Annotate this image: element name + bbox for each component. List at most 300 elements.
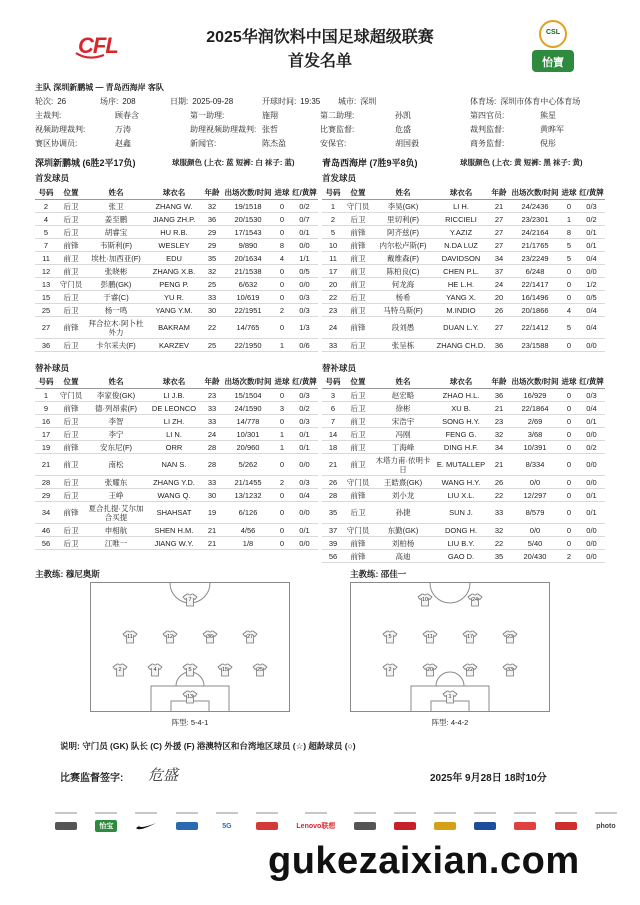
sponsor-mark bbox=[555, 822, 577, 830]
jersey-name: WANG Q. bbox=[147, 489, 201, 502]
official-role-label: 第一助理: bbox=[190, 111, 225, 120]
appearances-minutes: 23/1588 bbox=[510, 339, 560, 352]
player-shirt-icon bbox=[422, 663, 438, 677]
position: 后卫 bbox=[344, 402, 372, 415]
player-name: 拜合拉木·阿卜杜外力 bbox=[85, 317, 147, 339]
player-shirt-icon bbox=[162, 630, 178, 644]
position: 前卫 bbox=[344, 415, 372, 428]
official-role-label: 助理视频助理裁判: bbox=[190, 125, 257, 134]
jersey-name: LI ZH. bbox=[147, 415, 201, 428]
player-shirt-icon bbox=[112, 663, 128, 677]
red-yellow-cards: 0/3 bbox=[291, 304, 318, 317]
shirt-number: 33 bbox=[322, 339, 344, 352]
goals: 0 bbox=[273, 389, 291, 402]
age: 27 bbox=[488, 213, 510, 226]
away-subs-table bbox=[322, 375, 605, 563]
red-yellow-cards: 0/0 bbox=[291, 537, 318, 550]
position: 前锋 bbox=[344, 239, 372, 252]
player-shirt-icon bbox=[462, 630, 478, 644]
shirt-number-label: 22 bbox=[466, 667, 474, 673]
red-yellow-cards: 0/4 bbox=[578, 317, 605, 339]
shirt-number: 19 bbox=[35, 441, 57, 454]
player-name: 刘柏杨 bbox=[372, 537, 434, 550]
sponsor-caption-line bbox=[305, 812, 327, 814]
age: 23 bbox=[488, 415, 510, 428]
red-yellow-cards: 0/0 bbox=[578, 454, 605, 476]
shirt-number: 11 bbox=[322, 252, 344, 265]
jersey-name: JIANG ZH.P. bbox=[147, 213, 201, 226]
jersey-name: YU R. bbox=[147, 291, 201, 304]
sponsor-caption-line bbox=[434, 812, 456, 814]
player-row bbox=[35, 278, 318, 291]
match-info-label: 开球时间: bbox=[262, 97, 297, 106]
player-name: 张呈栋 bbox=[372, 339, 434, 352]
position: 后卫 bbox=[57, 415, 85, 428]
shirt-number: 7 bbox=[35, 239, 57, 252]
player-shirt-icon bbox=[252, 663, 268, 677]
sponsor-caption-line bbox=[176, 812, 198, 814]
player-name: 申相航 bbox=[85, 524, 147, 537]
jersey-name: XU B. bbox=[434, 402, 488, 415]
appearances-minutes: 20/430 bbox=[510, 550, 560, 563]
shirt-number: 15 bbox=[35, 291, 57, 304]
appearances-minutes: 16/929 bbox=[510, 389, 560, 402]
player-name: 卡尔采夫(F) bbox=[85, 339, 147, 352]
position: 前卫 bbox=[344, 441, 372, 454]
position: 前卫 bbox=[57, 252, 85, 265]
appearances-minutes: 6/126 bbox=[223, 502, 273, 524]
position: 后卫 bbox=[57, 476, 85, 489]
position: 前锋 bbox=[57, 441, 85, 454]
legend-note: 说明: 守门员 (GK) 队长 (C) 外援 (F) 港澳特区和台湾地区球员 (☆) 超龄球员 (○) bbox=[60, 741, 356, 751]
goals: 1 bbox=[273, 441, 291, 454]
col-header-jersey-name: 球衣名 bbox=[434, 186, 488, 200]
home-subs-table bbox=[35, 375, 318, 550]
player-name: 彭鹏(GK) bbox=[85, 278, 147, 291]
position: 后卫 bbox=[344, 428, 372, 441]
page-title: 2025华润饮料中国足球超级联赛 bbox=[206, 29, 434, 46]
red-yellow-cards: 0/0 bbox=[578, 265, 605, 278]
player-row bbox=[322, 339, 605, 352]
shirt-number: 28 bbox=[35, 476, 57, 489]
jersey-name: SHEN H.M. bbox=[147, 524, 201, 537]
sponsor-caption-line bbox=[95, 812, 117, 814]
player-row bbox=[35, 428, 318, 441]
jersey-name: N.DA LUZ bbox=[434, 239, 488, 252]
player-row bbox=[35, 265, 318, 278]
appearances-minutes: 22/1864 bbox=[510, 402, 560, 415]
shirt-number-label: 2 bbox=[118, 667, 122, 673]
official-role-label: 主裁判: bbox=[35, 111, 62, 120]
shirt-number: 34 bbox=[35, 502, 57, 524]
home-formation-label: 阵型: 5-4-1 bbox=[171, 718, 209, 727]
goals: 0 bbox=[273, 454, 291, 476]
age: 22 bbox=[201, 317, 223, 339]
goals: 0 bbox=[273, 524, 291, 537]
red-yellow-cards: 0/4 bbox=[291, 489, 318, 502]
jersey-name: WESLEY bbox=[147, 239, 201, 252]
official-role-label: 赛区协调员: bbox=[35, 139, 78, 148]
jersey-name: SUN J. bbox=[434, 502, 488, 524]
age: 36 bbox=[488, 389, 510, 402]
goals: 0 bbox=[273, 213, 291, 226]
cr-beverage-logo bbox=[55, 820, 77, 832]
player-row bbox=[35, 389, 318, 402]
position: 后卫 bbox=[57, 226, 85, 239]
col-header-player-name: 姓名 bbox=[85, 186, 147, 200]
shirt-number-label: 25 bbox=[256, 667, 264, 673]
shirt-number-label: 7 bbox=[188, 597, 192, 603]
match-info-label: 体育场: bbox=[470, 97, 497, 106]
player-row bbox=[322, 278, 605, 291]
shirt-number: 4 bbox=[35, 213, 57, 226]
goals: 0 bbox=[273, 502, 291, 524]
shirt-number-label: 5 bbox=[388, 634, 392, 640]
col-header-appearances-minutes: 出场次数/时间 bbox=[223, 375, 273, 389]
col-header-position: 位置 bbox=[344, 375, 372, 389]
official-role-label: 第四官员: bbox=[470, 111, 505, 120]
5g-logo: 5G bbox=[222, 822, 232, 830]
sponsor-item bbox=[256, 812, 278, 832]
appearances-minutes: 10/301 bbox=[223, 428, 273, 441]
player-name: 马特乌斯(F) bbox=[372, 304, 434, 317]
position: 前卫 bbox=[57, 265, 85, 278]
goals: 1 bbox=[273, 339, 291, 352]
sponsor-logo-blue bbox=[474, 820, 496, 832]
sponsor-item bbox=[555, 812, 577, 832]
player-shirt-icon bbox=[147, 663, 163, 677]
player-row bbox=[322, 200, 605, 213]
age: 27 bbox=[488, 317, 510, 339]
match-info-item bbox=[262, 96, 320, 107]
red-yellow-cards: 1/2 bbox=[578, 278, 605, 291]
sponsor-item bbox=[55, 812, 77, 832]
red-yellow-cards: 0/1 bbox=[578, 226, 605, 239]
red-yellow-cards: 0/0 bbox=[578, 476, 605, 489]
goals: 0 bbox=[560, 291, 578, 304]
match-info-value: 2025-09-28 bbox=[192, 97, 234, 106]
player-row bbox=[322, 537, 605, 550]
red-yellow-cards: 0/2 bbox=[578, 213, 605, 226]
age: 20 bbox=[488, 291, 510, 304]
sponsor-item bbox=[514, 812, 536, 832]
home-kit-colors: 球服颜色 (上衣: 蓝 短裤: 白 袜子: 蓝) bbox=[172, 158, 295, 167]
player-name: 陈柏良(C) bbox=[372, 265, 434, 278]
age: 34 bbox=[488, 252, 510, 265]
appearances-minutes: 21/1765 bbox=[510, 239, 560, 252]
appearances-minutes: 12/297 bbox=[510, 489, 560, 502]
match-info-value: 26 bbox=[57, 97, 67, 106]
shirt-number: 36 bbox=[35, 339, 57, 352]
position: 后卫 bbox=[57, 200, 85, 213]
age: 28 bbox=[201, 441, 223, 454]
shirt-number: 17 bbox=[322, 265, 344, 278]
player-shirt-icon bbox=[422, 630, 438, 644]
col-header-shirt-number: 号码 bbox=[35, 186, 57, 200]
shirt-number: 21 bbox=[322, 454, 344, 476]
sponsor-caption-line bbox=[216, 812, 238, 814]
jersey-name: M.INDIO bbox=[434, 304, 488, 317]
col-header-age: 年龄 bbox=[488, 375, 510, 389]
goals: 2 bbox=[273, 476, 291, 489]
col-header-red-yellow-cards: 红/黄牌 bbox=[578, 375, 605, 389]
col-header-goals: 进球 bbox=[560, 375, 578, 389]
player-row bbox=[322, 524, 605, 537]
jersey-name: LI H. bbox=[434, 200, 488, 213]
match-info-item bbox=[170, 96, 233, 107]
age: 26 bbox=[488, 476, 510, 489]
red-yellow-cards: 0/0 bbox=[578, 537, 605, 550]
red-yellow-cards: 0/0 bbox=[291, 278, 318, 291]
player-name: 江唯一 bbox=[85, 537, 147, 550]
appearances-minutes: 24/2436 bbox=[510, 200, 560, 213]
sponsor-mark bbox=[256, 822, 278, 830]
shirt-number-label: 4 bbox=[153, 667, 157, 673]
sponsor-logo-red bbox=[394, 820, 416, 832]
jersey-name: DONG H. bbox=[434, 524, 488, 537]
goals: 0 bbox=[560, 441, 578, 454]
shirt-number: 23 bbox=[322, 304, 344, 317]
jersey-name: SHAHSAT bbox=[147, 502, 201, 524]
age: 28 bbox=[201, 454, 223, 476]
position: 前卫 bbox=[57, 454, 85, 476]
player-name: 冯刚 bbox=[372, 428, 434, 441]
appearances-minutes: 5/262 bbox=[223, 454, 273, 476]
match-info-label: 轮次: bbox=[35, 97, 54, 106]
position: 后卫 bbox=[57, 537, 85, 550]
official-name: 陈杰盈 bbox=[262, 139, 286, 148]
sponsor-logo-dark bbox=[354, 820, 376, 832]
player-name: 张耀东 bbox=[85, 476, 147, 489]
player-name: 内尔松卢斯(F) bbox=[372, 239, 434, 252]
player-shirt-icon bbox=[122, 630, 138, 644]
sponsor-caption-line bbox=[555, 812, 577, 814]
age: 22 bbox=[488, 537, 510, 550]
away-subs-heading: 替补球员 bbox=[322, 363, 357, 373]
away-team-record: 青岛西海岸 (7胜9平8负) bbox=[322, 158, 418, 168]
goals: 0 bbox=[560, 389, 578, 402]
away-formation-pitch bbox=[350, 582, 550, 712]
age: 27 bbox=[488, 226, 510, 239]
shirt-number: 24 bbox=[322, 317, 344, 339]
jersey-name: ZHANG Y.D. bbox=[147, 476, 201, 489]
goals: 3 bbox=[273, 402, 291, 415]
red-yellow-cards: 0/3 bbox=[291, 389, 318, 402]
signature-label: 比赛监督签字: bbox=[60, 773, 124, 784]
player-name: 张晓彬 bbox=[85, 265, 147, 278]
player-row bbox=[322, 550, 605, 563]
home-team-record: 深圳新鹏城 (6胜2平17负) bbox=[35, 158, 136, 168]
player-row bbox=[35, 252, 318, 265]
col-header-shirt-number: 号码 bbox=[322, 375, 344, 389]
age: 21 bbox=[201, 537, 223, 550]
player-shirt-icon bbox=[502, 663, 518, 677]
red-yellow-cards: 0/3 bbox=[578, 200, 605, 213]
appearances-minutes: 22/1417 bbox=[510, 278, 560, 291]
shirt-number: 2 bbox=[322, 213, 344, 226]
shirt-number: 25 bbox=[35, 304, 57, 317]
player-name: 夏合扎提·艾尔加合买提 bbox=[85, 502, 147, 524]
appearances-minutes: 22/1412 bbox=[510, 317, 560, 339]
sponsor-item bbox=[354, 812, 376, 832]
shirt-number: 12 bbox=[35, 265, 57, 278]
shirt-number: 56 bbox=[35, 537, 57, 550]
home-starters-table bbox=[35, 186, 318, 352]
yibao-logo: 怡宝 bbox=[95, 820, 117, 832]
age: 32 bbox=[488, 428, 510, 441]
col-header-age: 年龄 bbox=[488, 186, 510, 200]
sponsor-item bbox=[176, 812, 198, 832]
player-row bbox=[322, 226, 605, 239]
position: 前锋 bbox=[344, 537, 372, 550]
shirt-number: 2 bbox=[35, 200, 57, 213]
age: 36 bbox=[201, 213, 223, 226]
jersey-name: NAN S. bbox=[147, 454, 201, 476]
red-yellow-cards: 0/2 bbox=[578, 441, 605, 454]
goals: 0 bbox=[560, 415, 578, 428]
player-name: 刘小龙 bbox=[372, 489, 434, 502]
red-yellow-cards: 0/1 bbox=[291, 226, 318, 239]
sponsor-caption-line bbox=[135, 812, 157, 814]
player-row bbox=[35, 239, 318, 252]
position: 前卫 bbox=[344, 252, 372, 265]
age: 30 bbox=[201, 304, 223, 317]
col-header-appearances-minutes: 出场次数/时间 bbox=[510, 186, 560, 200]
shirt-number-label: 5 bbox=[188, 667, 192, 673]
position: 前卫 bbox=[344, 454, 372, 476]
player-shirt-icon bbox=[382, 630, 398, 644]
position: 守门员 bbox=[344, 476, 372, 489]
shirt-number: 16 bbox=[35, 415, 57, 428]
jersey-name: Y.AZIZ bbox=[434, 226, 488, 239]
shirt-number: 37 bbox=[322, 524, 344, 537]
appearances-minutes: 23/2249 bbox=[510, 252, 560, 265]
official-name: 胡国毅 bbox=[395, 139, 419, 148]
player-name: 姜至鹏 bbox=[85, 213, 147, 226]
col-header-player-name: 姓名 bbox=[372, 186, 434, 200]
shirt-number: 1 bbox=[35, 389, 57, 402]
red-yellow-cards: 0/5 bbox=[291, 265, 318, 278]
sponsor-mark bbox=[176, 822, 198, 830]
official-name: 顾春含 bbox=[115, 111, 139, 120]
appearances-minutes: 0/0 bbox=[510, 476, 560, 489]
col-header-appearances-minutes: 出场次数/时间 bbox=[223, 186, 273, 200]
position: 守门员 bbox=[57, 389, 85, 402]
sign-datetime: 2025年 9月28日 18时10分 bbox=[430, 773, 547, 784]
player-row bbox=[35, 476, 318, 489]
goals: 8 bbox=[560, 226, 578, 239]
shirt-number: 10 bbox=[322, 239, 344, 252]
player-row bbox=[322, 317, 605, 339]
appearances-minutes: 5/40 bbox=[510, 537, 560, 550]
jersey-name: JIANG W.Y. bbox=[147, 537, 201, 550]
col-header-red-yellow-cards: 红/黄牌 bbox=[291, 186, 318, 200]
official-role-label: 视频助理裁判: bbox=[35, 125, 86, 134]
player-row bbox=[35, 291, 318, 304]
red-yellow-cards: 0/5 bbox=[578, 291, 605, 304]
player-name: 李昊(GK) bbox=[372, 200, 434, 213]
player-shirt-icon bbox=[502, 630, 518, 644]
red-yellow-cards: 0/3 bbox=[291, 415, 318, 428]
goals: 5 bbox=[560, 317, 578, 339]
player-row bbox=[35, 524, 318, 537]
player-name: 王皓熹(GK) bbox=[372, 476, 434, 489]
red-yellow-cards: 0/4 bbox=[578, 304, 605, 317]
age: 34 bbox=[488, 441, 510, 454]
player-name: 何龙海 bbox=[372, 278, 434, 291]
table-header-row bbox=[322, 375, 605, 389]
jersey-name: HU R.B. bbox=[147, 226, 201, 239]
official-name: 万涛 bbox=[115, 125, 131, 134]
position: 前卫 bbox=[344, 278, 372, 291]
col-header-red-yellow-cards: 红/黄牌 bbox=[291, 375, 318, 389]
age: 29 bbox=[201, 239, 223, 252]
appearances-minutes: 3/68 bbox=[510, 428, 560, 441]
player-name: 埃杜·加西亚(F) bbox=[85, 252, 147, 265]
position: 后卫 bbox=[57, 428, 85, 441]
col-header-jersey-name: 球衣名 bbox=[434, 375, 488, 389]
table-header-row bbox=[35, 375, 318, 389]
csl-logo-text: 怡寶 bbox=[542, 57, 564, 69]
player-row bbox=[35, 502, 318, 524]
photo-logo: photo bbox=[596, 822, 616, 830]
position: 后卫 bbox=[57, 339, 85, 352]
appearances-minutes: 2/69 bbox=[510, 415, 560, 428]
jersey-name: LIU B.Y. bbox=[434, 537, 488, 550]
age: 25 bbox=[201, 278, 223, 291]
player-row bbox=[322, 402, 605, 415]
age: 30 bbox=[201, 489, 223, 502]
shirt-number: 3 bbox=[322, 389, 344, 402]
jersey-name: LI N. bbox=[147, 428, 201, 441]
red-yellow-cards: 1/3 bbox=[291, 317, 318, 339]
position: 后卫 bbox=[57, 489, 85, 502]
player-name: 徐彬 bbox=[372, 402, 434, 415]
shirt-number-label: 17 bbox=[466, 634, 474, 640]
sponsor-bar bbox=[55, 796, 617, 832]
match-info-label: 城市: bbox=[338, 97, 357, 106]
player-name: 木塔力甫·依明卡日 bbox=[372, 454, 434, 476]
col-header-jersey-name: 球衣名 bbox=[147, 186, 201, 200]
goals: 0 bbox=[273, 226, 291, 239]
age: 22 bbox=[488, 489, 510, 502]
player-name: 南松 bbox=[85, 454, 147, 476]
sponsor-mark bbox=[514, 822, 536, 830]
appearances-minutes: 4/56 bbox=[223, 524, 273, 537]
jersey-name: EDU bbox=[147, 252, 201, 265]
col-header-position: 位置 bbox=[57, 186, 85, 200]
jersey-name: ZHAO H.L. bbox=[434, 389, 488, 402]
col-header-age: 年龄 bbox=[201, 186, 223, 200]
appearances-minutes: 22/1950 bbox=[223, 339, 273, 352]
red-yellow-cards: 0/0 bbox=[578, 550, 605, 563]
red-yellow-cards: 0/3 bbox=[578, 389, 605, 402]
position: 后卫 bbox=[57, 524, 85, 537]
player-name: 丁海峰 bbox=[372, 441, 434, 454]
cfl-logo-text: CFL bbox=[78, 33, 118, 58]
player-row bbox=[35, 402, 318, 415]
col-header-goals: 进球 bbox=[560, 186, 578, 200]
jersey-name: DUAN L.Y. bbox=[434, 317, 488, 339]
player-name: 杨一鸣 bbox=[85, 304, 147, 317]
goals: 0 bbox=[560, 428, 578, 441]
age: 33 bbox=[201, 291, 223, 304]
goals: 5 bbox=[560, 239, 578, 252]
player-row bbox=[35, 304, 318, 317]
player-shirt-icon bbox=[217, 663, 233, 677]
player-name: 东勤(GK) bbox=[372, 524, 434, 537]
official-role-label: 比赛监督: bbox=[320, 125, 355, 134]
